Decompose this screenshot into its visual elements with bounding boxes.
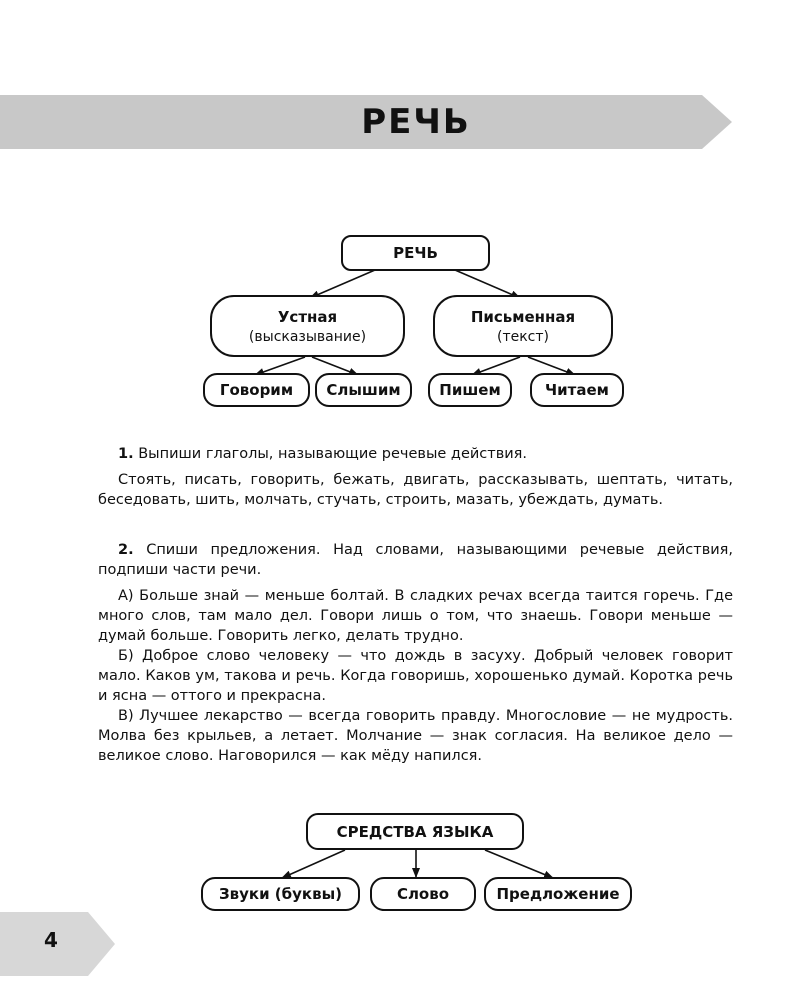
- exercise-2-paragraph-c: В) Лучшее лекарство — всегда говорить правду. Многословие — не мудрость. Молва без крыльев, а летает. Молчание — знак согласия. На великое дело — великое слово. Наговорился — как мёду напился.: [98, 708, 733, 764]
- exercise-2-paragraph-b: Б) Доброе слово человеку — что дождь в засуху. Добрый человек говорит мало. Каков ум, такова и речь. Когда говоришь, хорошенько думай. Коротка речь и ясна — оттого и прекрасна.: [98, 648, 733, 704]
- leaf-read: [530, 373, 624, 407]
- node-oral: [210, 295, 405, 357]
- exercise-2-paragraph-a: А) Больше знай — меньше болтай. В сладких речах всегда таится горечь. Где много слов, там мало дел. Говори лишь о том, что знаешь. Говори меньше — думай больше. Говорить легко, делать трудно.: [98, 588, 733, 644]
- exercise-1-words: Стоять, писать, говорить, бежать, двигать, рассказывать, шептать, читать, беседовать, шить, молчать, стучать, строить, мазать, убеждать, думать.: [98, 472, 733, 508]
- exercise-1-task: [98, 444, 733, 464]
- page-number: 4: [44, 928, 58, 952]
- page-title: РЕЧЬ: [361, 102, 471, 142]
- arrow-lang-to-sentence: [485, 850, 553, 878]
- node-written-title: Письменная: [470, 307, 576, 326]
- leaf-sentence-label: Предложение: [496, 885, 620, 903]
- leaf-speak: [203, 373, 310, 407]
- node-written: [433, 295, 613, 357]
- node-oral-subtitle: (высказывание): [248, 328, 367, 345]
- exercise-1-task-text: Выпиши глаголы, называющие речевые действия.: [138, 446, 528, 462]
- node-speech: [341, 235, 490, 271]
- node-language-means-label: СРЕДСТВА ЯЗЫКА: [336, 822, 494, 841]
- leaf-write-label: Пишем: [439, 381, 501, 399]
- leaf-hear: [315, 373, 412, 407]
- exercise-2: [98, 540, 733, 766]
- node-written-subtitle: (текст): [496, 328, 549, 345]
- node-speech-label: РЕЧЬ: [393, 244, 438, 262]
- arrow-root-to-oral: [310, 270, 375, 298]
- leaf-write: [428, 373, 512, 407]
- arrow-root-to-written: [455, 270, 520, 298]
- exercise-2-task-text: Спиши предложения. Над словами, называющими речевые действия, подпиши части речи.: [98, 542, 733, 578]
- leaf-read-label: Читаем: [545, 381, 609, 399]
- leaf-sentence: [484, 877, 632, 911]
- leaf-word-label: Слово: [396, 885, 450, 903]
- leaf-speak-label: Говорим: [219, 381, 294, 399]
- leaf-word: [370, 877, 476, 911]
- arrow-lang-to-sounds: [282, 850, 345, 878]
- exercise-1-number: 1.: [118, 446, 134, 462]
- node-language-means: [306, 813, 524, 850]
- leaf-hear-label: Слышим: [326, 381, 401, 399]
- exercise-2-number: 2.: [118, 542, 134, 558]
- leaf-sounds-label: Звуки (буквы): [218, 885, 343, 903]
- node-oral-title: Устная: [277, 307, 338, 326]
- exercise-2-task: [98, 540, 733, 580]
- exercise-1: [98, 444, 733, 510]
- leaf-sounds: [201, 877, 360, 911]
